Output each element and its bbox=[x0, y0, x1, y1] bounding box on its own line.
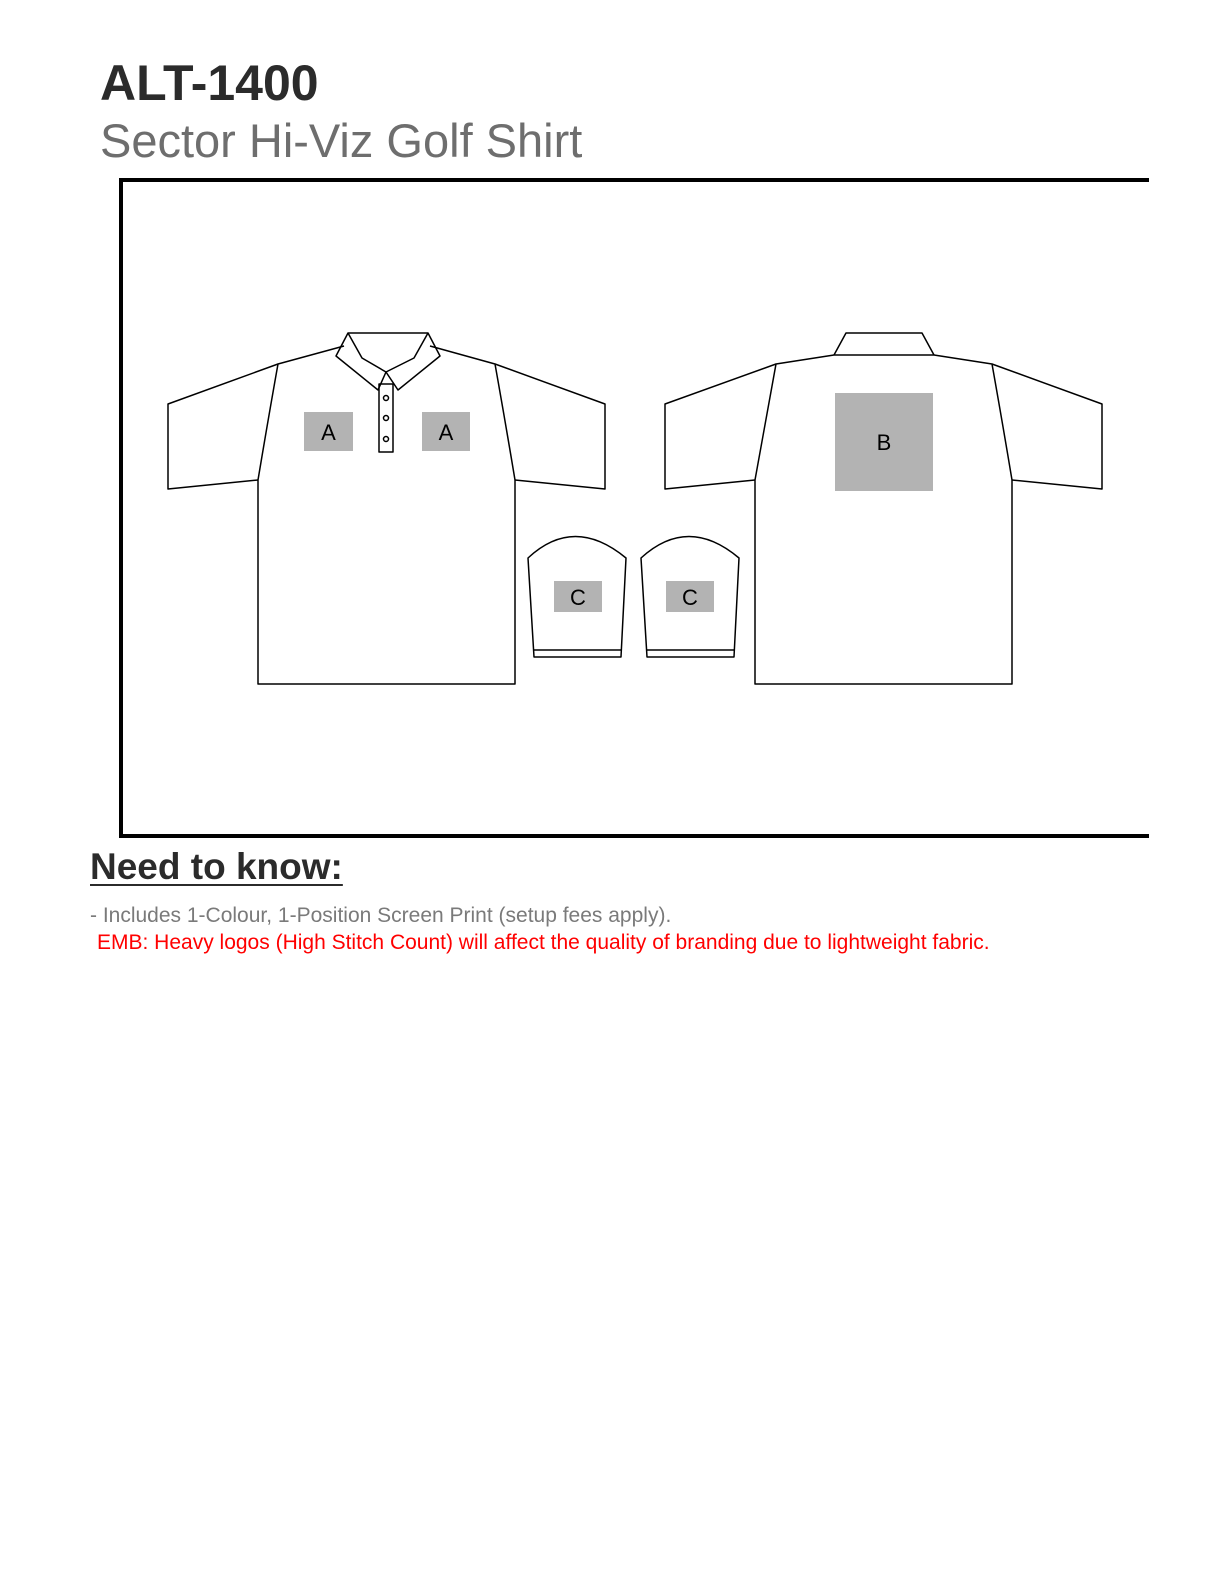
back-right-sleeve bbox=[992, 364, 1102, 489]
zone-a-left-label: A bbox=[321, 420, 336, 445]
placket-button bbox=[384, 396, 389, 401]
front-body-outline bbox=[258, 346, 515, 684]
front-left-sleeve bbox=[168, 364, 278, 489]
zone-c-left-label: C bbox=[570, 585, 586, 610]
decoration-zones bbox=[304, 393, 933, 612]
shirt-front-view bbox=[168, 333, 605, 684]
front-right-sleeve bbox=[495, 364, 605, 489]
need-to-know-heading: Need to know: bbox=[90, 846, 343, 887]
back-left-sleeve bbox=[665, 364, 776, 489]
zone-c-right-label: C bbox=[682, 585, 698, 610]
back-collar bbox=[834, 333, 934, 355]
zone-a-right-label: A bbox=[438, 420, 454, 445]
placket-button bbox=[384, 416, 389, 421]
placket-button bbox=[384, 437, 389, 442]
note-embroidery-warning: EMB: Heavy logos (High Stitch Count) will affect the quality of branding due to lightweight fabric. bbox=[97, 931, 990, 954]
note-screen-print: - Includes 1-Colour, 1-Position Screen Print (setup fees apply). bbox=[90, 904, 672, 927]
front-collar-stand bbox=[348, 333, 428, 372]
product-name: Sector Hi-Viz Golf Shirt bbox=[100, 114, 583, 167]
product-code: ALT-1400 bbox=[100, 55, 319, 111]
shirt-back-view bbox=[665, 333, 1102, 684]
zone-b-label: B bbox=[876, 430, 892, 455]
front-collar bbox=[336, 333, 440, 390]
